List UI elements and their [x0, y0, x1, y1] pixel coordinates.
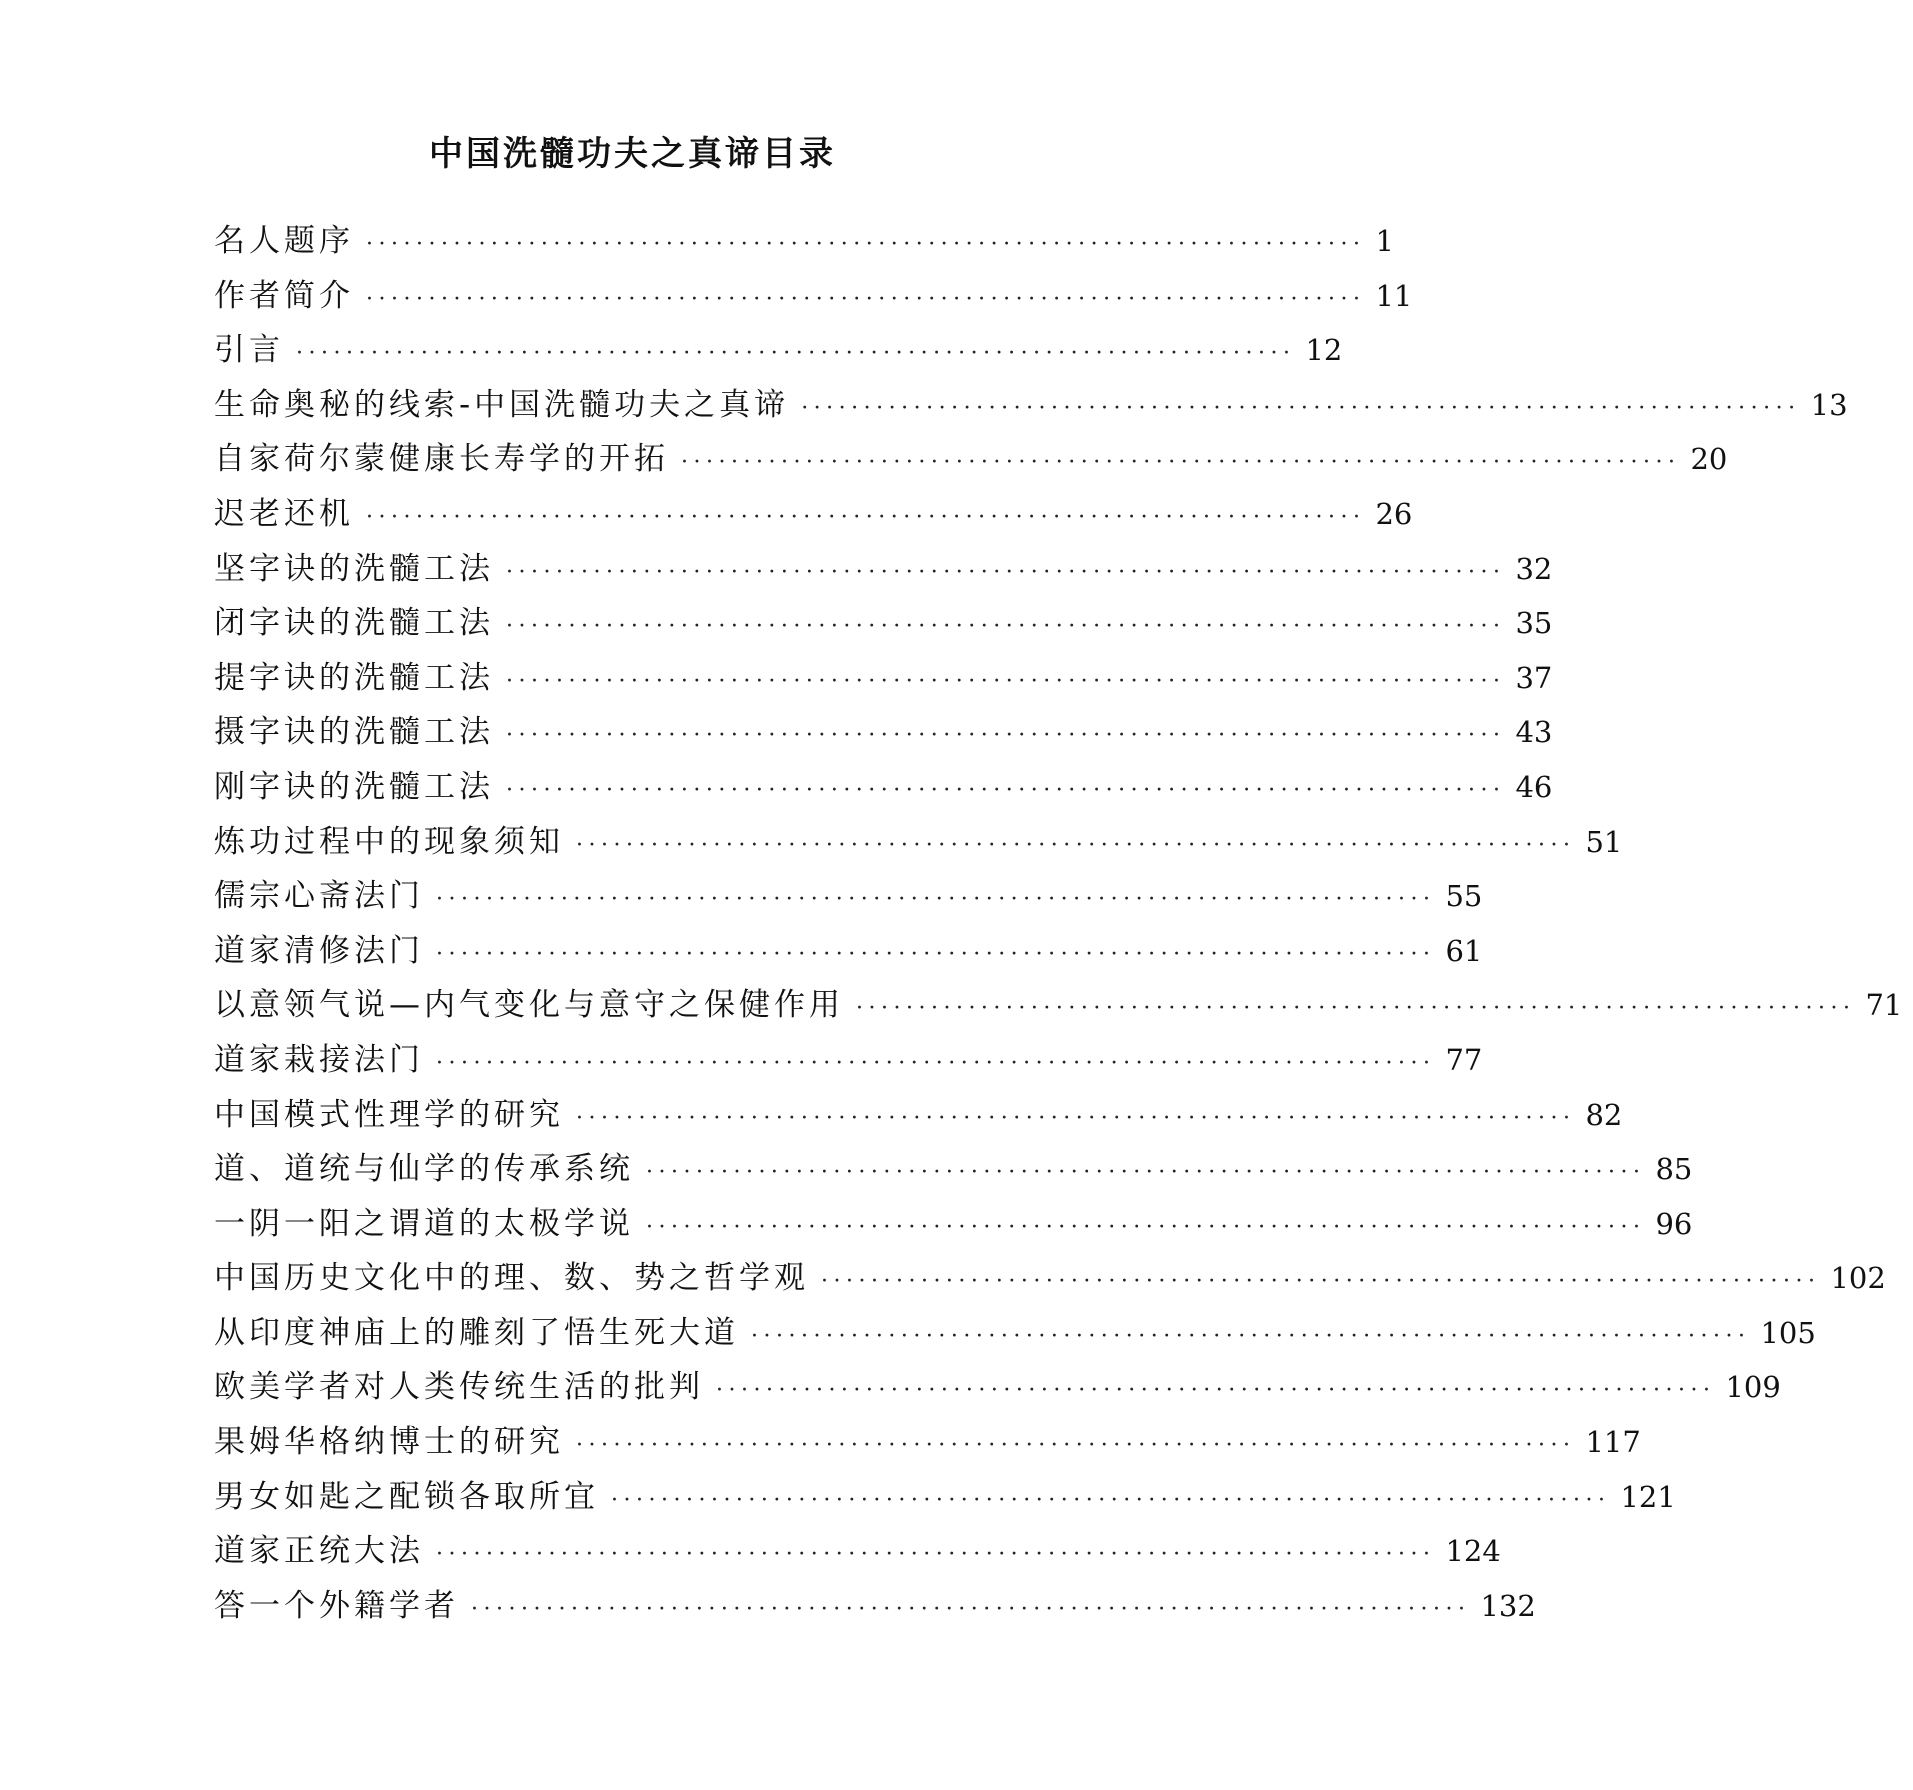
toc-entry-title: 道家正统大法: [214, 1533, 424, 1570]
toc-entry: [214, 1033, 1483, 1088]
toc-entry-title: 道家栽接法门: [214, 1041, 424, 1078]
toc-leader-dots: ················································································: [716, 1378, 1716, 1404]
toc-leader-dots: ················································································: [436, 941, 1436, 967]
toc-leader-dots: ················································································: [611, 1487, 1611, 1513]
toc-entry-page-number: 77: [1445, 1042, 1483, 1077]
toc-entry-title: 刚字诀的洗髓工法: [214, 768, 494, 805]
toc-entry-page-number: 82: [1585, 1097, 1623, 1132]
toc-entry-title: 作者简介: [214, 277, 354, 314]
toc-entry-title: 果姆华格纳博士的研究: [214, 1424, 564, 1461]
toc-leader-dots: ················································································: [681, 450, 1681, 476]
toc-entry-page-number: 55: [1445, 879, 1483, 914]
page-title: 中国洗髓功夫之真谛目录: [429, 134, 836, 174]
toc-entry-title: 从印度神庙上的雕刻了悟生死大道: [214, 1314, 739, 1351]
toc-entry-page-number: 46: [1515, 769, 1553, 804]
toc-leader-dots: ················································································: [471, 1596, 1471, 1622]
toc-entry: [214, 705, 1553, 760]
toc-entry-page-number: 1: [1375, 224, 1394, 258]
toc-entry: [214, 869, 1483, 924]
toc-leader-dots: ················································································: [506, 559, 1506, 585]
toc-leader-dots: ················································································: [646, 1160, 1646, 1186]
toc-leader-dots: ················································································: [856, 996, 1856, 1022]
toc-entry-page-number: 61: [1445, 933, 1483, 968]
toc-entry-title: 坚字诀的洗髓工法: [214, 550, 494, 587]
toc-entry: [214, 1415, 1641, 1470]
toc-entry-title: 名人题序: [214, 223, 354, 259]
toc-leader-dots: ················································································: [436, 1542, 1436, 1568]
toc-entry: [214, 1197, 1693, 1252]
toc-entry-page-number: 37: [1515, 660, 1553, 695]
toc-entry-page-number: 71: [1865, 988, 1903, 1023]
toc-entry: [214, 596, 1553, 651]
toc-entry-title: 炼功过程中的现象须知: [214, 823, 564, 860]
toc-entry-page-number: 12: [1305, 333, 1343, 368]
toc-leader-dots: ················································································: [646, 1214, 1646, 1240]
toc-entry-page-number: 51: [1585, 824, 1623, 859]
toc-entry-title: 闭字诀的洗髓工法: [214, 605, 494, 642]
toc-leader-dots: ················································································: [576, 1433, 1576, 1459]
toc-leader-dots: ················································································: [801, 395, 1801, 421]
toc-entry: [214, 1142, 1693, 1197]
toc-entry-title: 儒宗心斋法门: [214, 878, 424, 915]
toc-entry: [214, 1360, 1781, 1415]
toc-leader-dots: ················································································: [506, 777, 1506, 803]
toc-entry: [214, 815, 1623, 870]
toc-entry-page-number: 11: [1375, 278, 1413, 313]
toc-leader-dots: ················································································: [436, 887, 1436, 913]
toc-entry-page-number: 121: [1620, 1479, 1676, 1514]
toc-entry: [214, 432, 1728, 487]
toc-leader-dots: ················································································: [576, 832, 1576, 858]
toc-entry-title: 引言: [214, 332, 284, 369]
toc-leader-dots: ················································································: [821, 1269, 1821, 1295]
toc-entry: [214, 323, 1343, 378]
toc-entry: [214, 978, 1903, 1033]
toc-entry-title: 一阴一阳之谓道的太极学说: [214, 1205, 634, 1242]
toc-entry-title: 道、道统与仙学的传承系统: [214, 1151, 634, 1188]
toc-entry: [214, 542, 1553, 597]
toc-entry-page-number: 26: [1375, 496, 1413, 531]
toc-entry: [214, 1524, 1501, 1579]
toc-entry-title: 生命奥秘的线索-中国洗髓功夫之真谛: [214, 386, 790, 423]
toc-entry: [214, 1470, 1676, 1525]
toc-entry-page-number: 105: [1760, 1315, 1816, 1350]
toc-entry: [214, 1579, 1536, 1634]
toc-entry-page-number: 109: [1725, 1370, 1781, 1405]
toc-entry-page-number: 13: [1810, 387, 1848, 422]
toc-leader-dots: ················································································: [506, 668, 1506, 694]
toc-leader-dots: ················································································: [506, 614, 1506, 640]
toc-entry-page-number: 96: [1655, 1206, 1693, 1241]
toc-entry-page-number: 117: [1585, 1425, 1641, 1460]
toc-leader-dots: ················································································: [576, 1105, 1576, 1131]
toc-entry: [214, 760, 1553, 815]
toc-entry: [214, 1088, 1623, 1143]
toc-entry-page-number: 32: [1515, 551, 1553, 586]
toc-entry-title: 摄字诀的洗髓工法: [214, 714, 494, 751]
toc-entry-page-number: 102: [1830, 1261, 1886, 1296]
toc-entry: [214, 487, 1413, 542]
toc-leader-dots: ················································································: [506, 723, 1506, 749]
toc-entry: [214, 1251, 1886, 1306]
table-of-contents: [214, 214, 1903, 1633]
toc-leader-dots: ················································································: [751, 1323, 1751, 1349]
toc-leader-dots: ················································································: [436, 1050, 1436, 1076]
toc-entry: [214, 1306, 1816, 1361]
toc-entry-title: 道家清修法门: [214, 932, 424, 969]
toc-entry-title: 以意领气说—内气变化与意守之保健作用: [214, 987, 844, 1024]
toc-entry-page-number: 85: [1655, 1152, 1693, 1187]
toc-entry-title: 自家荷尔蒙健康长寿学的开拓: [214, 441, 669, 478]
toc-entry: [214, 269, 1413, 324]
toc-leader-dots: ················································································: [366, 286, 1366, 312]
toc-entry-title: 男女如匙之配锁各取所宜: [214, 1478, 599, 1515]
toc-leader-dots: ················································································: [296, 341, 1296, 367]
toc-entry-page-number: 20: [1690, 442, 1728, 477]
toc-entry: [214, 924, 1483, 979]
toc-entry-title: 中国历史文化中的理、数、势之哲学观: [214, 1260, 809, 1297]
toc-entry-title: 迟老还机: [214, 495, 354, 532]
toc-entry-page-number: 132: [1480, 1588, 1536, 1623]
toc-entry-page-number: 43: [1515, 715, 1553, 750]
toc-entry-page-number: 124: [1445, 1534, 1501, 1569]
toc-entry: [214, 651, 1553, 706]
toc-entry-title: 中国模式性理学的研究: [214, 1096, 564, 1133]
toc-entry: [214, 214, 1394, 269]
toc-entry-title: 答一个外籍学者: [214, 1587, 459, 1624]
toc-leader-dots: ················································································: [366, 504, 1366, 530]
toc-entry: [214, 378, 1848, 433]
toc-entry-page-number: 35: [1515, 606, 1553, 641]
toc-entry-title: 欧美学者对人类传统生活的批判: [214, 1369, 704, 1406]
toc-leader-dots: ················································································: [366, 232, 1366, 257]
toc-entry-title: 提字诀的洗髓工法: [214, 659, 494, 696]
